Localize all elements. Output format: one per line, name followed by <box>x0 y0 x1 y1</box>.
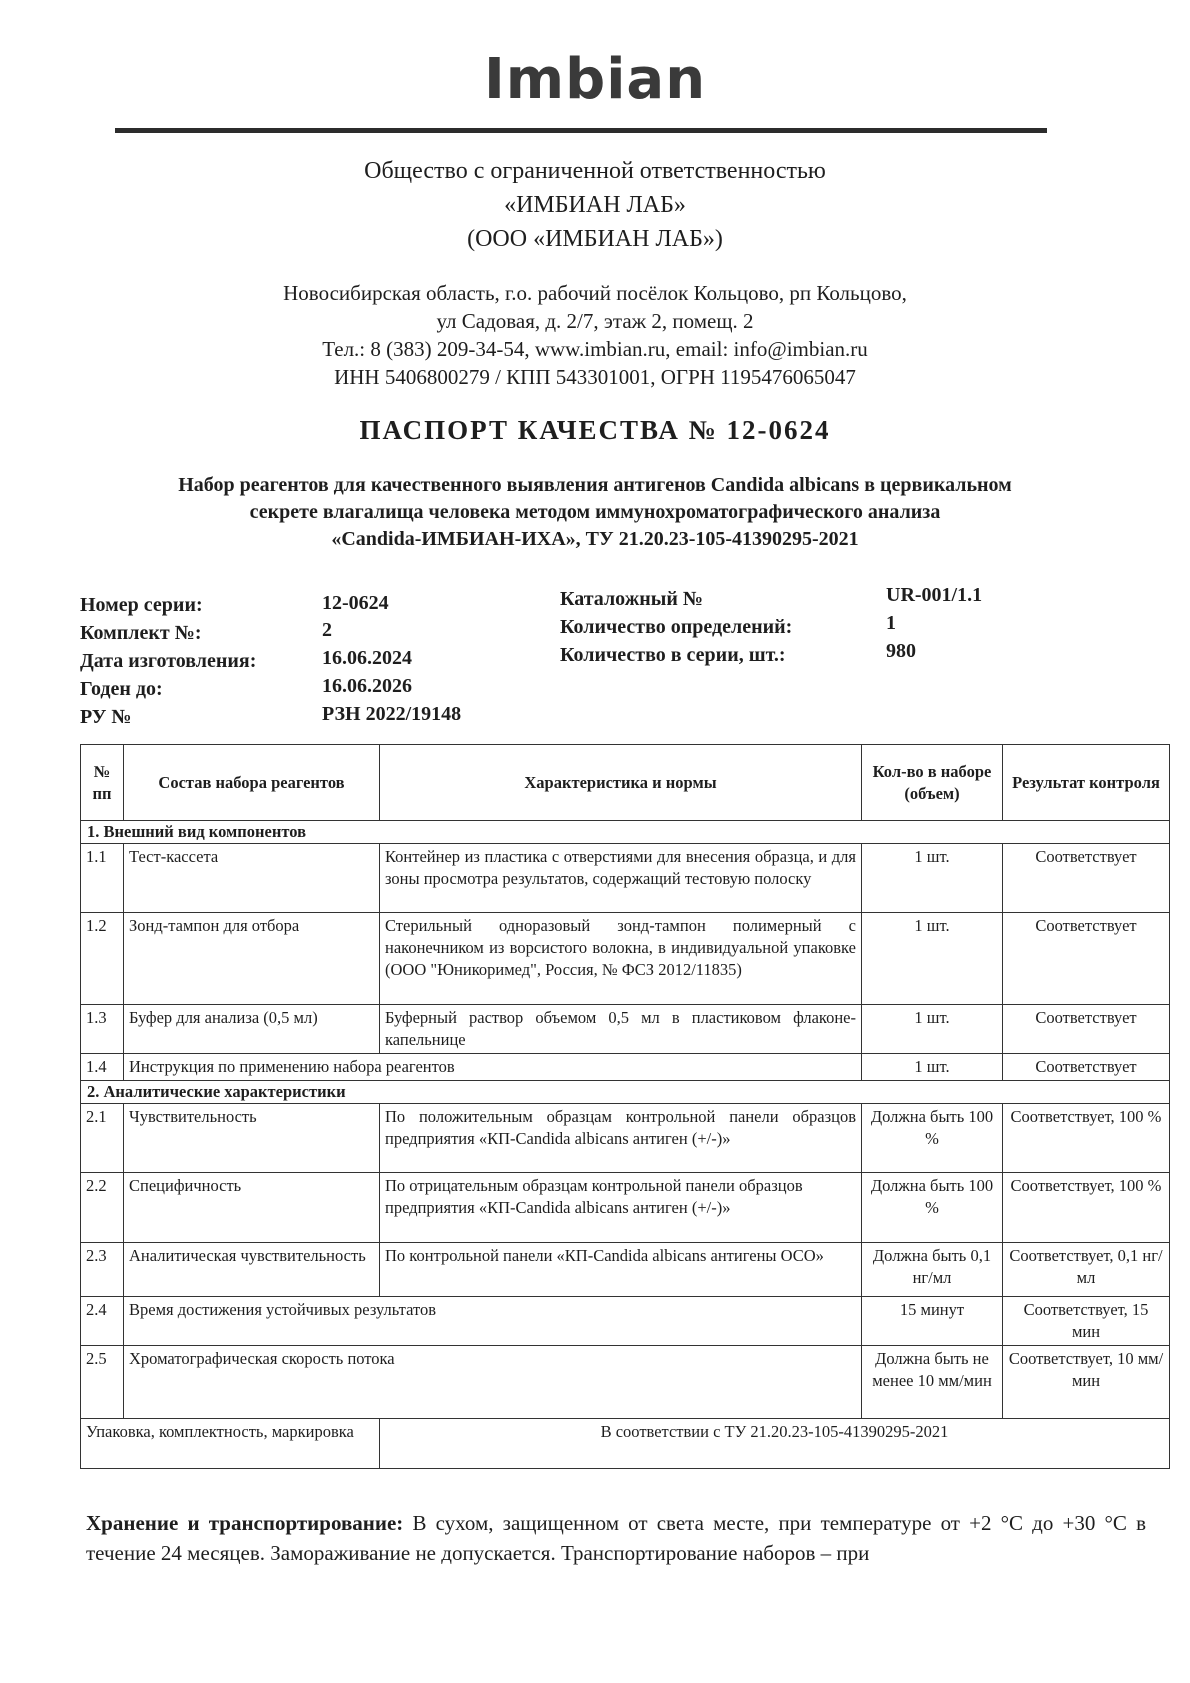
row-component: Чувствительность <box>124 1104 380 1172</box>
address-line1: Новосибирская область, г.о. рабочий посёлок Кольцово, рп Кольцово, <box>283 281 907 305</box>
row-component: Хроматографическая скорость потока <box>124 1346 862 1418</box>
row-result: Соответствует, 15 мин <box>1003 1297 1170 1346</box>
storage-text: В сухом, защищенном от света месте, при температуре от +2 °С до +30 °С в течение 24 месяцев. Замораживание не допускается. Транспортирование наборов – при <box>86 1511 1146 1565</box>
table-row <box>81 1346 1170 1418</box>
header-result: Результат контроля <box>1003 745 1170 821</box>
row-quantity: 1 шт. <box>862 1054 1003 1081</box>
row-quantity: 1 шт. <box>862 912 1003 1004</box>
company-name-line1: Общество с ограниченной ответственностью <box>364 158 826 184</box>
row-component: Аналитическая чувствительность <box>124 1243 380 1297</box>
header-divider <box>115 128 1047 133</box>
expiry-date-label: Годен до: <box>80 678 163 700</box>
registration-value: РЗН 2022/19148 <box>322 703 462 725</box>
contacts-line: Тел.: 8 (383) 209-34-54, www.imbian.ru, email: info@imbian.ru <box>322 337 868 361</box>
determinations-value: 1 <box>886 612 896 634</box>
product-description-line2: секрете влагалища человека методом иммунохроматографического анализа <box>249 501 941 523</box>
catalog-number-label: Каталожный № <box>560 588 703 610</box>
quality-control-table <box>80 744 1170 1469</box>
row-spec: Контейнер из пластика с отверстиями для внесения образца, и для зоны просмотра результатов, содержащий тестовую полоску <box>380 844 862 912</box>
row-result: Соответствует <box>1003 844 1170 912</box>
row-spec: По контрольной панели «КП-Candida albicans антигены ОСО» <box>380 1243 862 1297</box>
registration-label: РУ № <box>80 706 132 728</box>
series-quantity-label: Количество в серии, шт.: <box>560 644 786 666</box>
series-number-value: 12-0624 <box>322 592 389 614</box>
row-component: Тест-кассета <box>124 844 380 912</box>
kit-number-value: 2 <box>322 619 332 641</box>
row-quantity: Должна быть 100 % <box>862 1172 1003 1242</box>
row-num: 1.4 <box>81 1054 124 1081</box>
table-row <box>81 1104 1170 1172</box>
passport-title: ПАСПОРТ КАЧЕСТВА № 12-0624 <box>359 415 831 445</box>
section-appearance: 1. Внешний вид компонентов <box>81 821 1170 844</box>
expiry-date-value: 16.06.2026 <box>322 675 412 697</box>
row-num: 1.2 <box>81 912 124 1004</box>
row-component: Буфер для анализа (0,5 мл) <box>124 1005 380 1054</box>
determinations-label: Количество определений: <box>560 616 793 638</box>
section-analytical: 2. Аналитические характеристики <box>81 1081 1170 1104</box>
manufacture-date-label: Дата изготовления: <box>80 650 257 672</box>
company-logo: Imbian <box>483 47 707 112</box>
company-name-line2: «ИМБИАН ЛАБ» <box>504 192 686 218</box>
row-spec: Стерильный одноразовый зонд-тампон полимерный с наконечником из ворсистого волокна, в индивидуальной упаковке (ООО "Юникоримед", Россия, № ФСЗ 2012/11835) <box>380 912 862 1004</box>
row-result: Соответствует, 100 % <box>1003 1104 1170 1172</box>
row-quantity: 1 шт. <box>862 844 1003 912</box>
row-component: Время достижения устойчивых результатов <box>124 1297 862 1346</box>
row-result: Соответствует, 0,1 нг/мл <box>1003 1243 1170 1297</box>
row-num: 1.3 <box>81 1005 124 1054</box>
row-component: Специфичность <box>124 1172 380 1242</box>
table-row <box>81 1243 1170 1297</box>
row-quantity: 15 минут <box>862 1297 1003 1346</box>
manufacture-date-value: 16.06.2024 <box>322 647 412 669</box>
header-quantity: Кол-во в наборе (объем) <box>862 745 1003 821</box>
row-result: Соответствует <box>1003 1005 1170 1054</box>
row-quantity: Должна быть не менее 10 мм/мин <box>862 1346 1003 1418</box>
row-result: Соответствует <box>1003 912 1170 1004</box>
row-num: 2.4 <box>81 1297 124 1346</box>
row-quantity: Должна быть 0,1 нг/мл <box>862 1243 1003 1297</box>
row-num: 2.5 <box>81 1346 124 1418</box>
series-quantity-value: 980 <box>886 640 916 662</box>
product-description-line1: Набор реагентов для качественного выявления антигенов Candida albicans в цервикальном <box>178 474 1012 496</box>
row-component: Инструкция по применению набора реагентов <box>124 1054 862 1081</box>
row-spec: По отрицательным образцам контрольной панели образцов предприятия «КП-Candida albicans антиген (+/-)» <box>380 1172 862 1242</box>
section-row <box>81 1081 1170 1104</box>
table-row <box>81 844 1170 912</box>
row-spec: Буферный раствор объемом 0,5 мл в пластиковом флаконе-капельнице <box>380 1005 862 1054</box>
row-result: Соответствует, 100 % <box>1003 1172 1170 1242</box>
storage-label: Хранение и транспортирование: <box>86 1511 404 1535</box>
row-result: Соответствует, 10 мм/мин <box>1003 1346 1170 1418</box>
row-component: Зонд-тампон для отбора <box>124 912 380 1004</box>
row-quantity: Должна быть 100 % <box>862 1104 1003 1172</box>
row-num: 2.2 <box>81 1172 124 1242</box>
section-row <box>81 821 1170 844</box>
header-composition: Состав набора реагентов <box>124 745 380 821</box>
table-row <box>81 1297 1170 1346</box>
table-row <box>81 1054 1170 1081</box>
packaging-value: В соответствии с ТУ 21.20.23-105-41390295-2021 <box>380 1418 1170 1468</box>
table-row <box>81 1005 1170 1054</box>
row-num: 2.3 <box>81 1243 124 1297</box>
row-num: 2.1 <box>81 1104 124 1172</box>
address-line2: ул Садовая, д. 2/7, этаж 2, помещ. 2 <box>436 309 754 333</box>
table-row <box>81 1172 1170 1242</box>
company-name-line3: (ООО «ИМБИАН ЛАБ») <box>467 226 723 252</box>
row-result: Соответствует <box>1003 1054 1170 1081</box>
storage-paragraph <box>86 1508 1146 1568</box>
catalog-number-value: UR-001/1.1 <box>886 584 983 606</box>
packaging-label: Упаковка, комплектность, маркировка <box>81 1418 380 1468</box>
header-characteristic: Характеристика и нормы <box>380 745 862 821</box>
row-num: 1.1 <box>81 844 124 912</box>
row-spec: По положительным образцам контрольной панели образцов предприятия «КП-Candida albicans антиген (+/-)» <box>380 1104 862 1172</box>
row-quantity: 1 шт. <box>862 1005 1003 1054</box>
requisites-line: ИНН 5406800279 / КПП 543301001, ОГРН 1195476065047 <box>334 365 856 389</box>
table-header-row <box>81 745 1170 821</box>
product-description-line3: «Candida-ИМБИАН-ИХА», ТУ 21.20.23-105-41390295-2021 <box>331 528 859 550</box>
series-number-label: Номер серии: <box>80 594 203 616</box>
kit-number-label: Комплект №: <box>80 622 202 644</box>
header-num: № пп <box>81 745 124 821</box>
table-footer-row <box>81 1418 1170 1468</box>
table-row <box>81 912 1170 1004</box>
